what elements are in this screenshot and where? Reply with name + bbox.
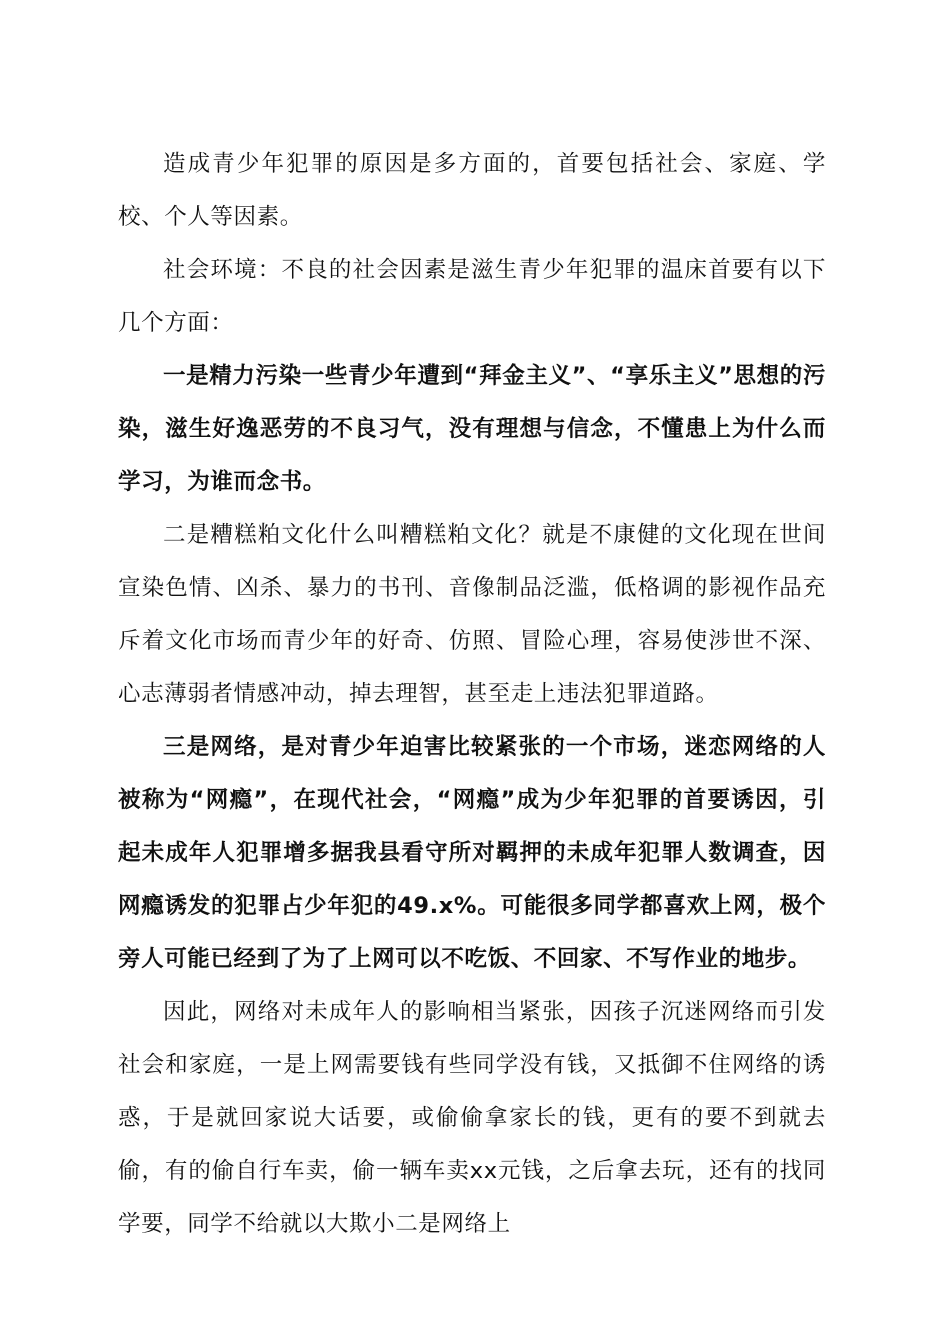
paragraph-spiritual-pollution: 一是精力污染一些青少年遭到“拜金主义”、“享乐主义”思想的污染，滋生好逸恶劳的不良习气，没有理想与信念，不懂患上为什么而学习，为谁而念书。 — [118, 363, 826, 495]
paragraph-dross-culture: 二是糟糕粕文化什么叫糟糕粕文化？就是不康健的文化现在世间宣染色情、凶杀、暴力的书刊、音像制品泛滥，低格调的影视作品充斥着文化市场而青少年的好奇、仿照、冒险心理，容易使涉世不深、心志薄弱者情感冲动，掉去理智，甚至走上违法犯罪道路。 — [118, 522, 826, 707]
paragraph-internet: 三是网络，是对青少年迫害比较紧张的一个市场，迷恋网络的人被称为“网瘾”，在现代社会，“网瘾”成为少年犯罪的首要诱因，引起未成年人犯罪增多据我县看守所对羁押的未成年犯罪人数调查，因网瘾诱发的犯罪占少年犯的49.x%。可能很多同学都喜欢上网，极个旁人可能已经到了为了上网可以不吃饭、不回家、不写作业的地步。 — [118, 734, 826, 972]
document-body — [118, 138, 826, 1251]
paragraph-internet-influence: 因此，网络对未成年人的影响相当紧张，因孩子沉迷网络而引发社会和家庭，一是上网需要钱有些同学没有钱，又抵御不住网络的诱惑，于是就回家说大话要，或偷偷拿家长的钱，更有的要不到就去偷，有的偷自行车卖，偷一辆车卖xx元钱，之后拿去玩，还有的找同学要，同学不给就以大欺小二是网络上 — [118, 999, 826, 1237]
paragraph-causes-intro: 造成青少年犯罪的原因是多方面的，首要包括社会、家庭、学校、个人等因素。 — [118, 151, 826, 230]
paragraph-social-environment: 社会环境：不良的社会因素是滋生青少年犯罪的温床首要有以下几个方面： — [118, 257, 826, 336]
